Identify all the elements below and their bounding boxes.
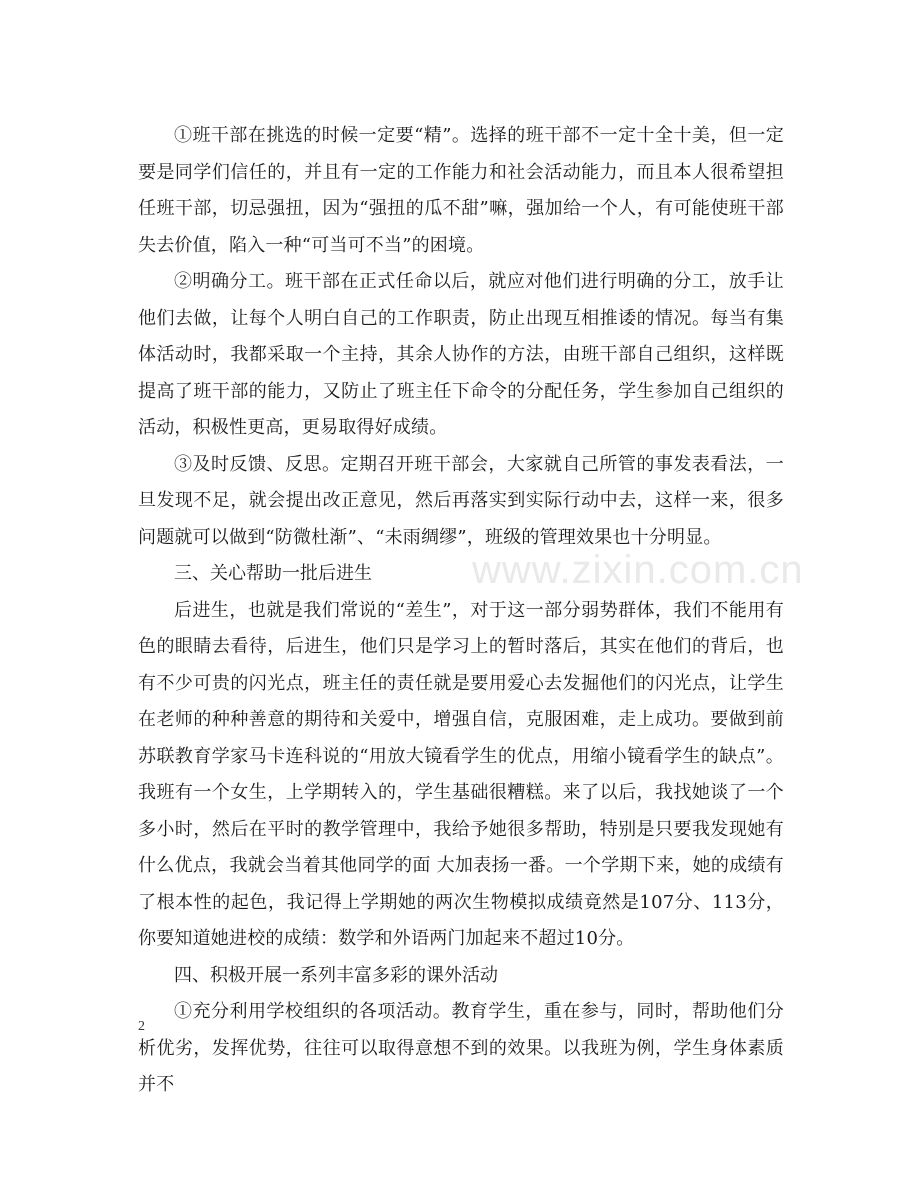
paragraph-timely-feedback: ③及时反馈、反思。定期召开班干部会，大家就自己所管的事发表看法，一旦发现不足，就会提出改正意见，然后再落实到实际行动中去，这样一来，很多问题就可以做到“防微杜渐”、“未雨绸缪”，班级的管理效果也十分明显。 [138,453,784,548]
document-body [138,118,784,1104]
paragraph-school-activities: ①充分利用学校组织的各项活动。教育学生，重在参与，同时，帮助他们分析优劣，发挥优势，往往可以取得意想不到的效果。以我班为例，学生身体素质并不 [138,1001,784,1095]
section-heading-3: 三、关心帮助一批后进生 [174,563,372,584]
paragraph-underachievers: 后进生，也就是我们常说的“差生”，对于这一部分弱势群体，我们不能用有色的眼睛去看待，后进生，他们只是学习上的暂时落后，其实在他们的背后，也有不少可贵的闪光点，班主任的责任就是要用爱心去发掘他们的闪光点，让学生在老师的种种善意的期待和关爱中，增强自信，克服困难，走上成功。要做到前苏联教育学家马卡连科说的“用放大镜看学生的优点，用缩小镜看学生的缺点”。 我班有一个女生，上学期转入的，学生基础很糟糕。来了以后，我找她谈了一个多小时，然后在平时的教学管理中，我给予她很多帮助，特别是只要我发现她有什么优点，我就会当着其他同学的面 大加表扬一番。一个学期下来，她的成绩有了根本性的起色，我记得上学期她的两次生物模拟成绩竟然是107分、113分，你要知道她进校的成绩：数学和外语两门加起来不超过10分。 [138,599,784,949]
paragraph-class-cadre-selection: ①班干部在挑选的时候一定要“精”。选择的班干部不一定十全十美，但一定要是同学们信任的，并且有一定的工作能力和社会活动能力，而且本人很希望担任班干部，切忌强扭，因为“强扭的瓜不甜”嘛，强加给一个人，有可能使班干部失去价值，陷入一种“可当可不当”的困境。 [138,125,784,256]
page-number: 2 [138,1019,145,1034]
paragraph-clear-division: ②明确分工。班干部在正式任命以后，就应对他们进行明确的分工，放手让他们去做，让每个人明白自己的工作职责，防止出现互相推诿的情况。每当有集体活动时，我都采取一个主持，其余人协作的方法，由班干部自己组织，这样既提高了班干部的能力，又防止了班主任下命令的分配任务，学生参加自己组织的活动，积极性更高，更易取得好成绩。 [138,271,784,438]
watermark: www.zixin.com.cn [472,548,804,592]
section-heading-4: 四、积极开展一系列丰富多彩的课外活动 [174,964,498,986]
